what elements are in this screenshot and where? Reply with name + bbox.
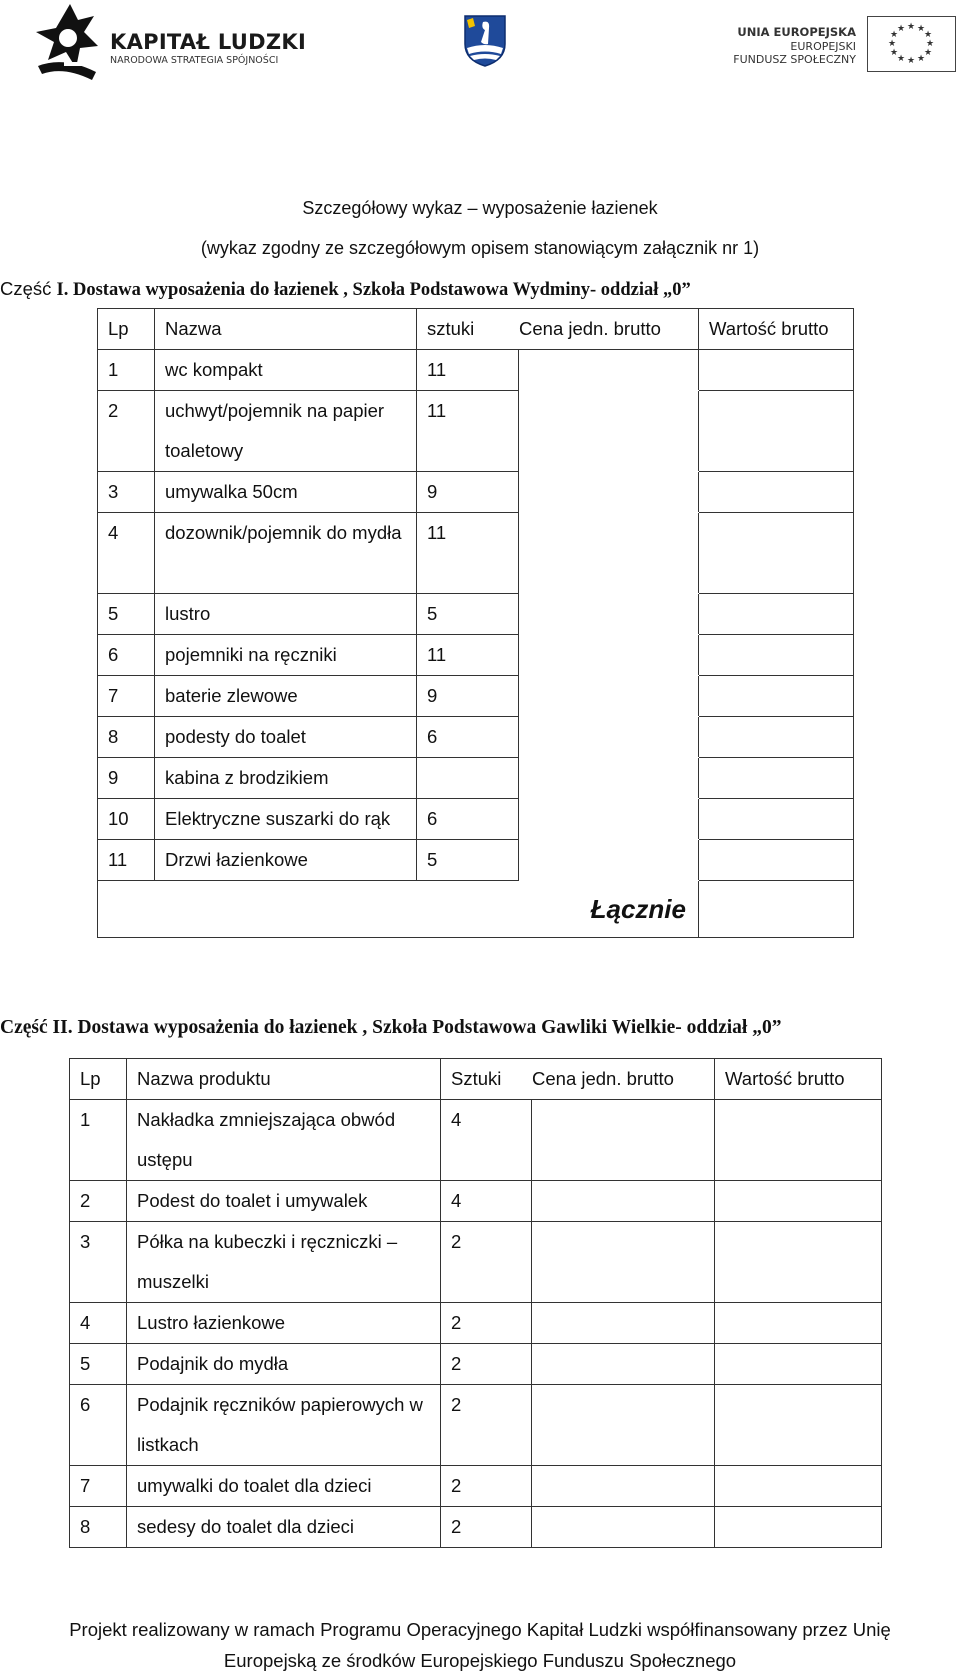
- cell-name: wc kompakt: [155, 350, 417, 391]
- svg-text:★: ★: [889, 48, 899, 58]
- table-row: [98, 717, 854, 758]
- cell-lp: 4: [98, 513, 155, 594]
- table-total-row: [98, 881, 854, 938]
- cell-unit-price: [532, 1385, 715, 1466]
- cell-name: Podest do toalet i umywalek: [127, 1181, 441, 1222]
- cell-value: [699, 513, 854, 594]
- cell-unit-price: [519, 840, 699, 881]
- svg-text:★: ★: [896, 24, 906, 34]
- cell-lp: 3: [70, 1222, 127, 1303]
- cell-unit-price: [532, 1181, 715, 1222]
- cell-value: [715, 1385, 882, 1466]
- cell-lp: 7: [98, 676, 155, 717]
- cell-lp: 5: [98, 594, 155, 635]
- cell-name: pojemniki na ręczniki: [155, 635, 417, 676]
- cell-value: [699, 594, 854, 635]
- cell-qty: 2: [441, 1507, 532, 1548]
- table-row: [98, 472, 854, 513]
- column-header-qty: Sztuki: [451, 1068, 502, 1089]
- table-row: [98, 350, 854, 391]
- cell-qty: 4: [441, 1181, 532, 1222]
- cell-name: Podajnik ręczników papierowych w listkach: [127, 1385, 441, 1466]
- cell-qty: 5: [417, 840, 519, 881]
- cell-value: [699, 391, 854, 472]
- table-row: [98, 799, 854, 840]
- part1-heading-prefix: Część: [0, 278, 57, 299]
- part1-heading: [0, 278, 691, 301]
- table-row: [70, 1507, 882, 1548]
- cell-value: [715, 1507, 882, 1548]
- table-row: [70, 1344, 882, 1385]
- cell-unit-price: [532, 1507, 715, 1548]
- svg-text:★: ★: [906, 22, 916, 32]
- column-header: Wartość brutto: [715, 1059, 882, 1100]
- cell-name: Półka na kubeczki i ręczniczki – muszelki: [127, 1222, 441, 1303]
- kapital-ludzki-logo-icon: [34, 2, 110, 84]
- document-title: Szczegółowy wykaz – wyposażenie łazienek: [302, 198, 658, 218]
- svg-text:★: ★: [916, 54, 926, 64]
- column-header: [441, 1059, 715, 1100]
- cell-qty: 4: [441, 1100, 532, 1181]
- svg-text:★: ★: [906, 56, 916, 66]
- kapital-ludzki-subtitle: NARODOWA STRATEGIA SPÓJNOŚCI: [110, 55, 279, 66]
- part1-table: [97, 308, 854, 938]
- cell-qty: 2: [441, 1303, 532, 1344]
- part1-heading-text: I. Dostawa wyposażenia do łazienek , Szkoła Podstawowa Wydminy- oddział „0”: [56, 280, 691, 300]
- cell-value: [715, 1100, 882, 1181]
- table-row: [70, 1181, 882, 1222]
- cell-value: [699, 717, 854, 758]
- cell-lp: 7: [70, 1466, 127, 1507]
- document-subtitle: (wykaz zgodny ze szczegółowym opisem stanowiącym załącznik nr 1): [200, 238, 760, 258]
- cell-lp: 2: [98, 391, 155, 472]
- part2-table: [69, 1058, 882, 1548]
- cell-value: [715, 1181, 882, 1222]
- cell-name: Nakładka zmniejszająca obwód ustępu: [127, 1100, 441, 1181]
- cell-name: sedesy do toalet dla dzieci: [127, 1507, 441, 1548]
- table-header-row: [70, 1059, 882, 1100]
- cell-unit-price: [519, 391, 699, 472]
- cell-value: [715, 1222, 882, 1303]
- cell-lp: 1: [70, 1100, 127, 1181]
- cell-unit-price: [532, 1222, 715, 1303]
- cell-unit-price: [519, 594, 699, 635]
- svg-text:★: ★: [887, 39, 897, 49]
- cell-unit-price: [532, 1303, 715, 1344]
- cell-qty: 11: [417, 391, 519, 472]
- table-row: [98, 758, 854, 799]
- cell-unit-price: [519, 513, 699, 594]
- total-value: [699, 881, 854, 938]
- kapital-ludzki-title: KAPITAŁ LUDZKI: [110, 30, 307, 54]
- municipal-crest-icon: [463, 14, 507, 68]
- cell-name: podesty do toalet: [155, 717, 417, 758]
- column-header-unit-price: Cena jedn. brutto: [532, 1068, 674, 1089]
- table-row: [70, 1385, 882, 1466]
- cell-lp: 4: [70, 1303, 127, 1344]
- svg-text:★: ★: [889, 30, 899, 40]
- cell-lp: 2: [70, 1181, 127, 1222]
- cell-name: uchwyt/pojemnik na papier toaletowy: [155, 391, 417, 472]
- cell-lp: 3: [98, 472, 155, 513]
- cell-value: [715, 1303, 882, 1344]
- cell-value: [715, 1466, 882, 1507]
- cell-qty: [417, 758, 519, 799]
- cell-value: [699, 350, 854, 391]
- cell-name: Lustro łazienkowe: [127, 1303, 441, 1344]
- table-header-row: [98, 309, 854, 350]
- svg-text:★: ★: [896, 54, 906, 64]
- cell-qty: 2: [441, 1344, 532, 1385]
- table-row: [70, 1222, 882, 1303]
- table-row: [98, 840, 854, 881]
- cell-value: [715, 1344, 882, 1385]
- cell-qty: 2: [441, 1385, 532, 1466]
- column-header: Lp: [98, 309, 155, 350]
- eu-label-line2: EUROPEJSKI: [790, 40, 856, 53]
- cell-qty: 11: [417, 513, 519, 594]
- cell-unit-price: [532, 1344, 715, 1385]
- cell-value: [699, 758, 854, 799]
- cell-qty: 6: [417, 717, 519, 758]
- table-row: [98, 594, 854, 635]
- column-header: Lp: [70, 1059, 127, 1100]
- cell-name: Drzwi łazienkowe: [155, 840, 417, 881]
- part2-heading: Część II. Dostawa wyposażenia do łazienek , Szkoła Podstawowa Gawliki Wielkie- oddział „0”: [0, 1017, 782, 1038]
- cell-name: Elektryczne suszarki do rąk: [155, 799, 417, 840]
- svg-text:★: ★: [925, 39, 935, 49]
- cell-unit-price: [519, 472, 699, 513]
- eu-label-line1: UNIA EUROPEJSKA: [737, 25, 856, 39]
- cell-name: dozownik/pojemnik do mydła: [155, 513, 417, 594]
- cell-qty: 2: [441, 1222, 532, 1303]
- cell-lp: 8: [98, 717, 155, 758]
- cell-unit-price: [519, 676, 699, 717]
- column-header-qty: sztuki: [427, 318, 475, 339]
- column-header: Wartość brutto: [699, 309, 854, 350]
- table-row: [70, 1303, 882, 1344]
- cell-lp: 1: [98, 350, 155, 391]
- cell-qty: 5: [417, 594, 519, 635]
- table-row: [70, 1466, 882, 1507]
- cell-qty: 11: [417, 635, 519, 676]
- cell-unit-price: [532, 1100, 715, 1181]
- cell-name: umywalki do toalet dla dzieci: [127, 1466, 441, 1507]
- footer-line1: Projekt realizowany w ramach Programu Operacyjnego Kapitał Ludzki współfinansowany przez Unię: [69, 1619, 891, 1640]
- table-row: [98, 391, 854, 472]
- cell-lp: 9: [98, 758, 155, 799]
- cell-unit-price: [519, 758, 699, 799]
- svg-text:★: ★: [916, 24, 926, 34]
- cell-unit-price: [532, 1466, 715, 1507]
- table-row: [98, 676, 854, 717]
- cell-qty: 2: [441, 1466, 532, 1507]
- cell-qty: 9: [417, 676, 519, 717]
- cell-value: [699, 799, 854, 840]
- cell-lp: 6: [70, 1385, 127, 1466]
- column-header: Nazwa produktu: [127, 1059, 441, 1100]
- cell-unit-price: [519, 717, 699, 758]
- cell-name: Podajnik do mydła: [127, 1344, 441, 1385]
- cell-lp: 5: [70, 1344, 127, 1385]
- total-label: Łącznie: [98, 881, 699, 938]
- cell-value: [699, 472, 854, 513]
- cell-qty: 6: [417, 799, 519, 840]
- cell-name: lustro: [155, 594, 417, 635]
- table-row: [70, 1100, 882, 1181]
- table-row: [98, 513, 854, 594]
- svg-text:★: ★: [923, 30, 933, 40]
- eu-flag-icon: [867, 16, 956, 72]
- eu-label-line3: FUNDUSZ SPOŁECZNY: [733, 53, 856, 66]
- cell-qty: 11: [417, 350, 519, 391]
- cell-unit-price: [519, 799, 699, 840]
- cell-lp: 8: [70, 1507, 127, 1548]
- cell-lp: 11: [98, 840, 155, 881]
- cell-value: [699, 635, 854, 676]
- footer-line2: Europejską ze środków Europejskiego Funduszu Społecznego: [223, 1650, 737, 1671]
- column-header-unit-price: Cena jedn. brutto: [519, 318, 661, 339]
- cell-unit-price: [519, 635, 699, 676]
- cell-value: [699, 676, 854, 717]
- cell-name: umywalka 50cm: [155, 472, 417, 513]
- column-header: Nazwa: [155, 309, 417, 350]
- cell-lp: 10: [98, 799, 155, 840]
- table-row: [98, 635, 854, 676]
- cell-name: kabina z brodzikiem: [155, 758, 417, 799]
- column-header: [417, 309, 699, 350]
- cell-name: baterie zlewowe: [155, 676, 417, 717]
- cell-lp: 6: [98, 635, 155, 676]
- cell-unit-price: [519, 350, 699, 391]
- svg-text:★: ★: [923, 48, 933, 58]
- cell-qty: 9: [417, 472, 519, 513]
- cell-value: [699, 840, 854, 881]
